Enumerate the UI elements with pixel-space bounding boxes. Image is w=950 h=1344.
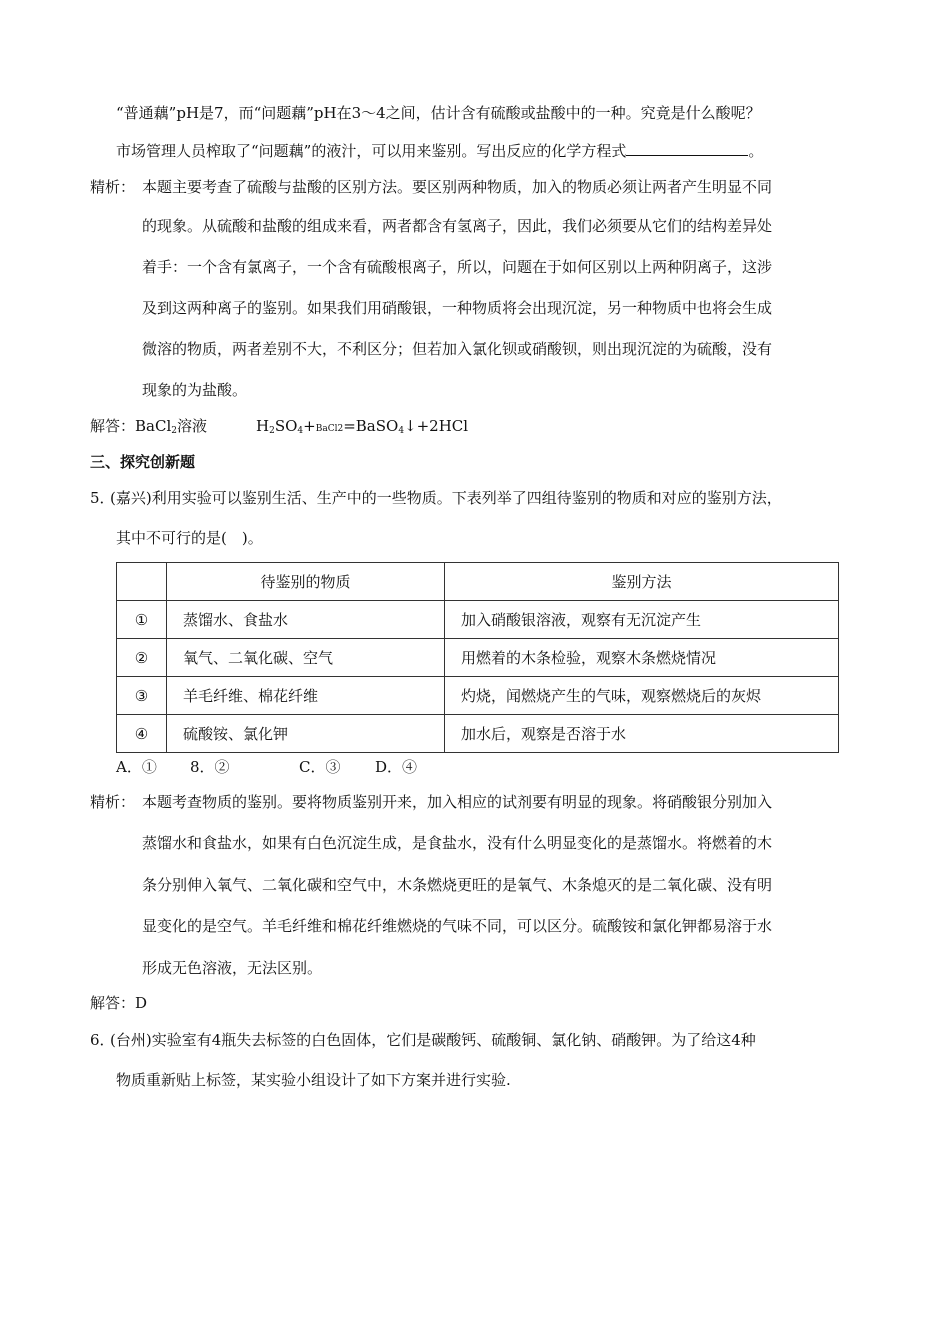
answer-2 [90,993,147,1013]
analysis-1-line: 着手：一个含有氯离子，一个含有硫酸根离子，所以，问题在于如何区别以上两种阴离子，这涉 [142,258,773,276]
table-cell-method: 加入硝酸银溶液，观察有无沉淀产生 [445,601,839,639]
table-cell-number: ① [117,601,167,639]
intro-line-2-end: 。 [748,142,764,160]
table-row [117,601,839,639]
option-c: C．③ [299,758,341,776]
intro-line-1: “普通藕”pH是7，而“问题藕”pH在3～4之间，估计含有硫酸或盐酸中的一种。究竟是什么酸呢？ [116,104,761,122]
analysis-2-line: 显变化的是空气。羊毛纤维和棉花纤维燃烧的气味不同，可以区分。硫酸铵和氯化钾都易溶于水 [142,917,773,935]
analysis-1-line: 本题主要考查了硫酸与盐酸的区别方法。要区别两种物质，加入的物质必须让两者产生明显不同 [142,178,773,196]
section-title: 三、探究创新题 [90,453,196,471]
answer-1-label: 解答： [90,417,136,435]
intro-line-2-text: 市场管理人员榨取了“问题藕”的液汁，可以用来鉴别。写出反应的化学方程式 [116,142,627,160]
analysis-2-line: 条分别伸入氧气、二氧化碳和空气中，木条燃烧更旺的是氧气、木条熄灭的是二氧化碳、没有明 [142,876,773,894]
answer-1 [90,416,207,441]
table-row [117,677,839,715]
analysis-1-label: 精析： [90,178,136,196]
option-a: A．① [116,758,157,776]
table-header-row [117,563,839,601]
question-6-line-2: 物质重新贴上标签，某实验小组设计了如下方案并进行实验. [116,1071,511,1089]
analysis-1-line: 现象的为盐酸。 [142,381,248,399]
question-5-number: 5． [90,489,115,507]
chemical-equation: $H_2SO_4+BaCl2=BaSO_4↓+2HCl$ [256,417,469,436]
table-cell-substances: 硫酸铵、氯化钾 [167,715,445,753]
answer-2-value: D [135,994,148,1012]
analysis-1-line: 的现象。从硫酸和盐酸的组成来看，两者都含有氢离子，因此，我们必须要从它们的结构差异处 [142,217,773,235]
table-cell-method: 加水后，观察是否溶于水 [445,715,839,753]
answer-blank [626,141,748,156]
table-cell-substances: 羊毛纤维、棉花纤维 [167,677,445,715]
question-5-line-1: (嘉兴)利用实验可以鉴别生活、生产中的一些物质。下表列举了四组待鉴别的物质和对应的鉴别方法， [110,489,782,507]
analysis-1-line: 微溶的物质，两者差别不大，不利区分；但若加入氯化钡或硝酸钡，则出现沉淀的为硫酸，没有 [142,340,773,358]
answer-2-label: 解答： [90,994,136,1012]
table-cell-number: ④ [117,715,167,753]
analysis-2-line: 本题考查物质的鉴别。要将物质鉴别开来，加入相应的试剂要有明显的现象。将硝酸银分别加入 [142,793,773,811]
question-5-line-2: 其中不可行的是( )。 [116,529,263,547]
analysis-1-line: 及到这两种离子的鉴别。如果我们用硝酸银，一种物质将会出现沉淀，另一种物质中也将会生成 [142,299,773,317]
question-6-number: 6． [90,1031,115,1049]
identification-table [116,562,839,753]
question-6-line-1: (台州)实验室有4瓶失去标签的白色固体，它们是碳酸钙、硫酸铜、氯化钠、硝酸钾。为了给这4种 [110,1031,756,1049]
intro-line-2 [116,141,763,161]
table-row [117,639,839,677]
analysis-2-line: 形成无色溶液，无法区别。 [142,959,323,977]
table-cell-method: 用燃着的木条检验，观察木条燃烧情况 [445,639,839,677]
table-header-cell [117,563,167,601]
table-cell-method: 灼烧，闻燃烧产生的气味，观察燃烧后的灰烬 [445,677,839,715]
table-cell-number: ② [117,639,167,677]
analysis-2-line: 蒸馏水和食盐水，如果有白色沉淀生成，是食盐水，没有什么明显变化的是蒸馏水。将燃着的木 [142,834,773,852]
option-d: D．④ [375,758,418,776]
table-cell-substances: 氧气、二氧化碳、空气 [167,639,445,677]
analysis-2-label: 精析： [90,793,136,811]
reagent-formula: BaCl$_2$溶液 [135,417,208,436]
table-row [117,715,839,753]
table-header-cell: 鉴别方法 [445,563,839,601]
option-b: 8．② [190,758,230,776]
table-cell-substances: 蒸馏水、食盐水 [167,601,445,639]
table-header-cell: 待鉴别的物质 [167,563,445,601]
table-cell-number: ③ [117,677,167,715]
